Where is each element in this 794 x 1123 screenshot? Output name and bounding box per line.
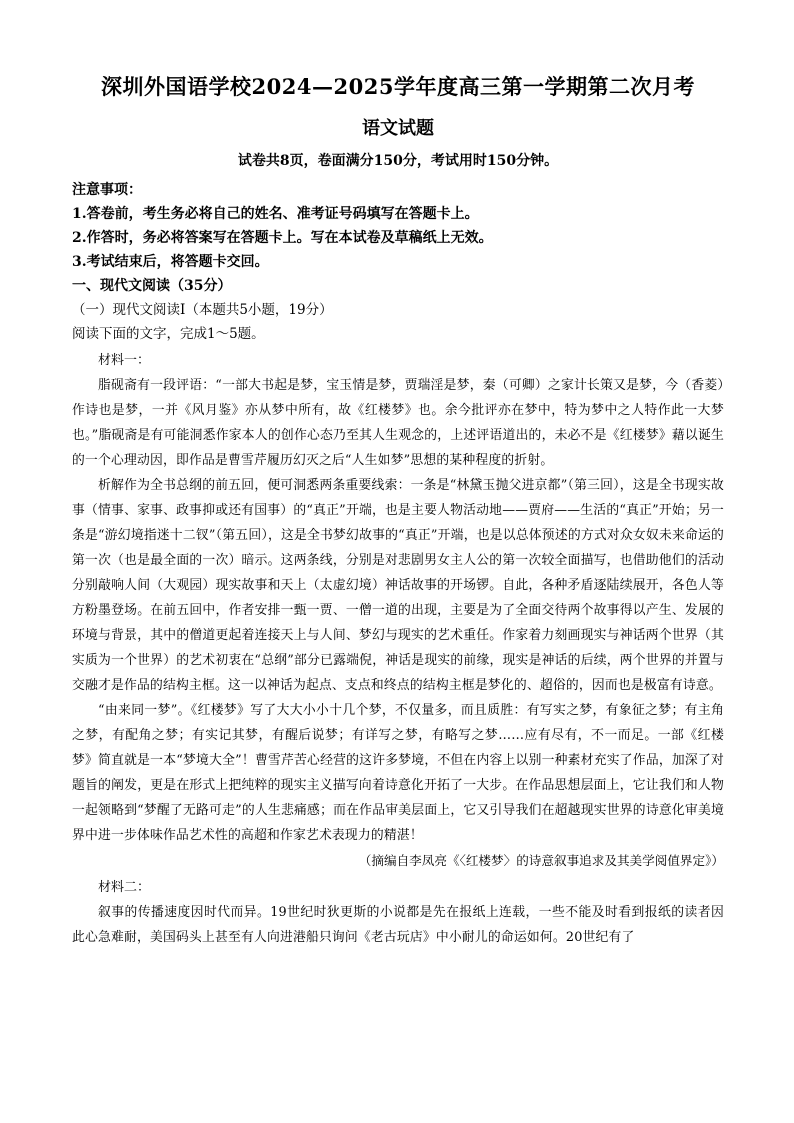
material1-label: 材料一： [98, 353, 151, 368]
material1-paragraph: 析解作为全书总纲的前五回，便可洞悉两条重要线索：一条是“林黛玉抛父进京都”（第三回），这是全书现实故事（情事、家事、政事抑或还有国事）的“真正”开端，也是主要人物活动地——贾府——生活的“真正”开始；另一条是“游幻境指迷十二钗”（第五回），这是全书梦幻故事的“真正”开端，也是以总体预述的方式对众女奴未来命运的第一次（也是最全面的一次）暗示。这两条线，分别是对悲剧男女主人公的第一次较全面描写，也借助他们的活动分别敲响人间（大观园）现实故事和天上（太虚幻境）神话故事的开场锣。自此，各种矛盾逐陆续展开，各色人等方粉墨登场。在前五回中，作者安排一甄一贾、一僧一道的出现，主要是为了全面交待两个故事得以产生、发展的环境与背景，其中的僧道更起着连接天上与人间、梦幻与现实的艺术重任。作家着力刻画现实与神话两个世界（其实质为一个世界）的艺术初衷在“总纲”部分已露端倪，神话是现实的前缘，现实是神话的后续，两个世界的并置与交融才是作品的结构主框。这一以神话为起点、支点和终点的结构主框是梦化的、超俗的，因而也是极富有诗意。 [72, 478, 724, 693]
notes-item: 3.考试结束后，将答题卡交回。 [72, 254, 269, 270]
notes-item: 1.答卷前，考生务必将自己的姓名、准考证号码填写在答题卡上。 [72, 206, 479, 222]
notes-heading: 注意事项： [72, 182, 142, 198]
material1-source: （摘编自李凤亮《〈红楼梦〉的诗意叙事追求及其美学阅值界定》） [358, 853, 724, 868]
reading-instruction: 阅读下面的文字，完成1～5题。 [72, 326, 265, 342]
sub-section-heading: （一）现代文阅读Ⅰ（本题共5小题，19分） [72, 302, 333, 318]
section-heading: 一、现代文阅读（35分） [72, 278, 232, 294]
material2-paragraph: 叙事的传播速度因时代而异。19世纪时狄更斯的小说都是先在报纸上连载，一些不能及时看到报纸的读者因此心急难耐，美国码头上甚至有人向进港船只询问《老古玩店》中小耐儿的命运如何。20世纪有了 [72, 905, 724, 945]
notes-block [72, 178, 724, 274]
exam-page [72, 60, 724, 950]
material1-paragraph: “由来同一梦”。《红楼梦》写了大大小小十几个梦，不仅量多，而且质胜：有写实之梦，有象征之梦；有主角之梦，有配角之梦；有实记其梦，有醒后说梦；有详写之梦，有略写之梦……应有尽有，不一而足。一部《红楼梦》简直就是一本“梦境大全”！曹雪芹苦心经营的这许多梦境，不但在内容上以别一种素材充实了作品，加深了对题旨的阐发，更是在形式上把纯粹的现实主义描写向着诗意化开拓了一大步。在作品思想层面上，它让我们和人物一起领略到“梦醒了无路可走”的人生悲痛感；而在作品审美层面上，它又引导我们在超越现实世界的诗意化审美境界中进一步体味作品艺术性的高超和作家艺术表现力的精湛！ [72, 703, 724, 843]
notes-item: 2.作答时，务必将答案写在答题卡上。写在本试卷及草稿纸上无效。 [72, 230, 493, 246]
exam-info: 试卷共8页，卷面满分150分，考试用时150分钟。 [237, 153, 559, 169]
material2-label: 材料二： [98, 880, 151, 895]
exam-subtitle: 语文试题 [362, 118, 434, 139]
material1-paragraph: 脂砚斋有一段评语：“一部大书起是梦，宝玉情是梦，贾瑞淫是梦，秦（可卿）之家计长策又是梦，今（香菱）作诗也是梦，一并《风月鉴》亦从梦中所有，故《红楼梦》也。余今批评亦在梦中，特为梦中之人特作此一大梦也。”脂砚斋是有可能洞悉作家本人的创作心态乃至其人生观念的，上述评语道出的，未必不是《红楼梦》藉以诞生的一个心理动因，即作品是曹雪芹履历幻灭之后“人生如梦”思想的某种程度的折射。 [72, 378, 724, 468]
exam-title: 深圳外国语学校2024—2025学年度高三第一学期第二次月考 [101, 74, 695, 99]
